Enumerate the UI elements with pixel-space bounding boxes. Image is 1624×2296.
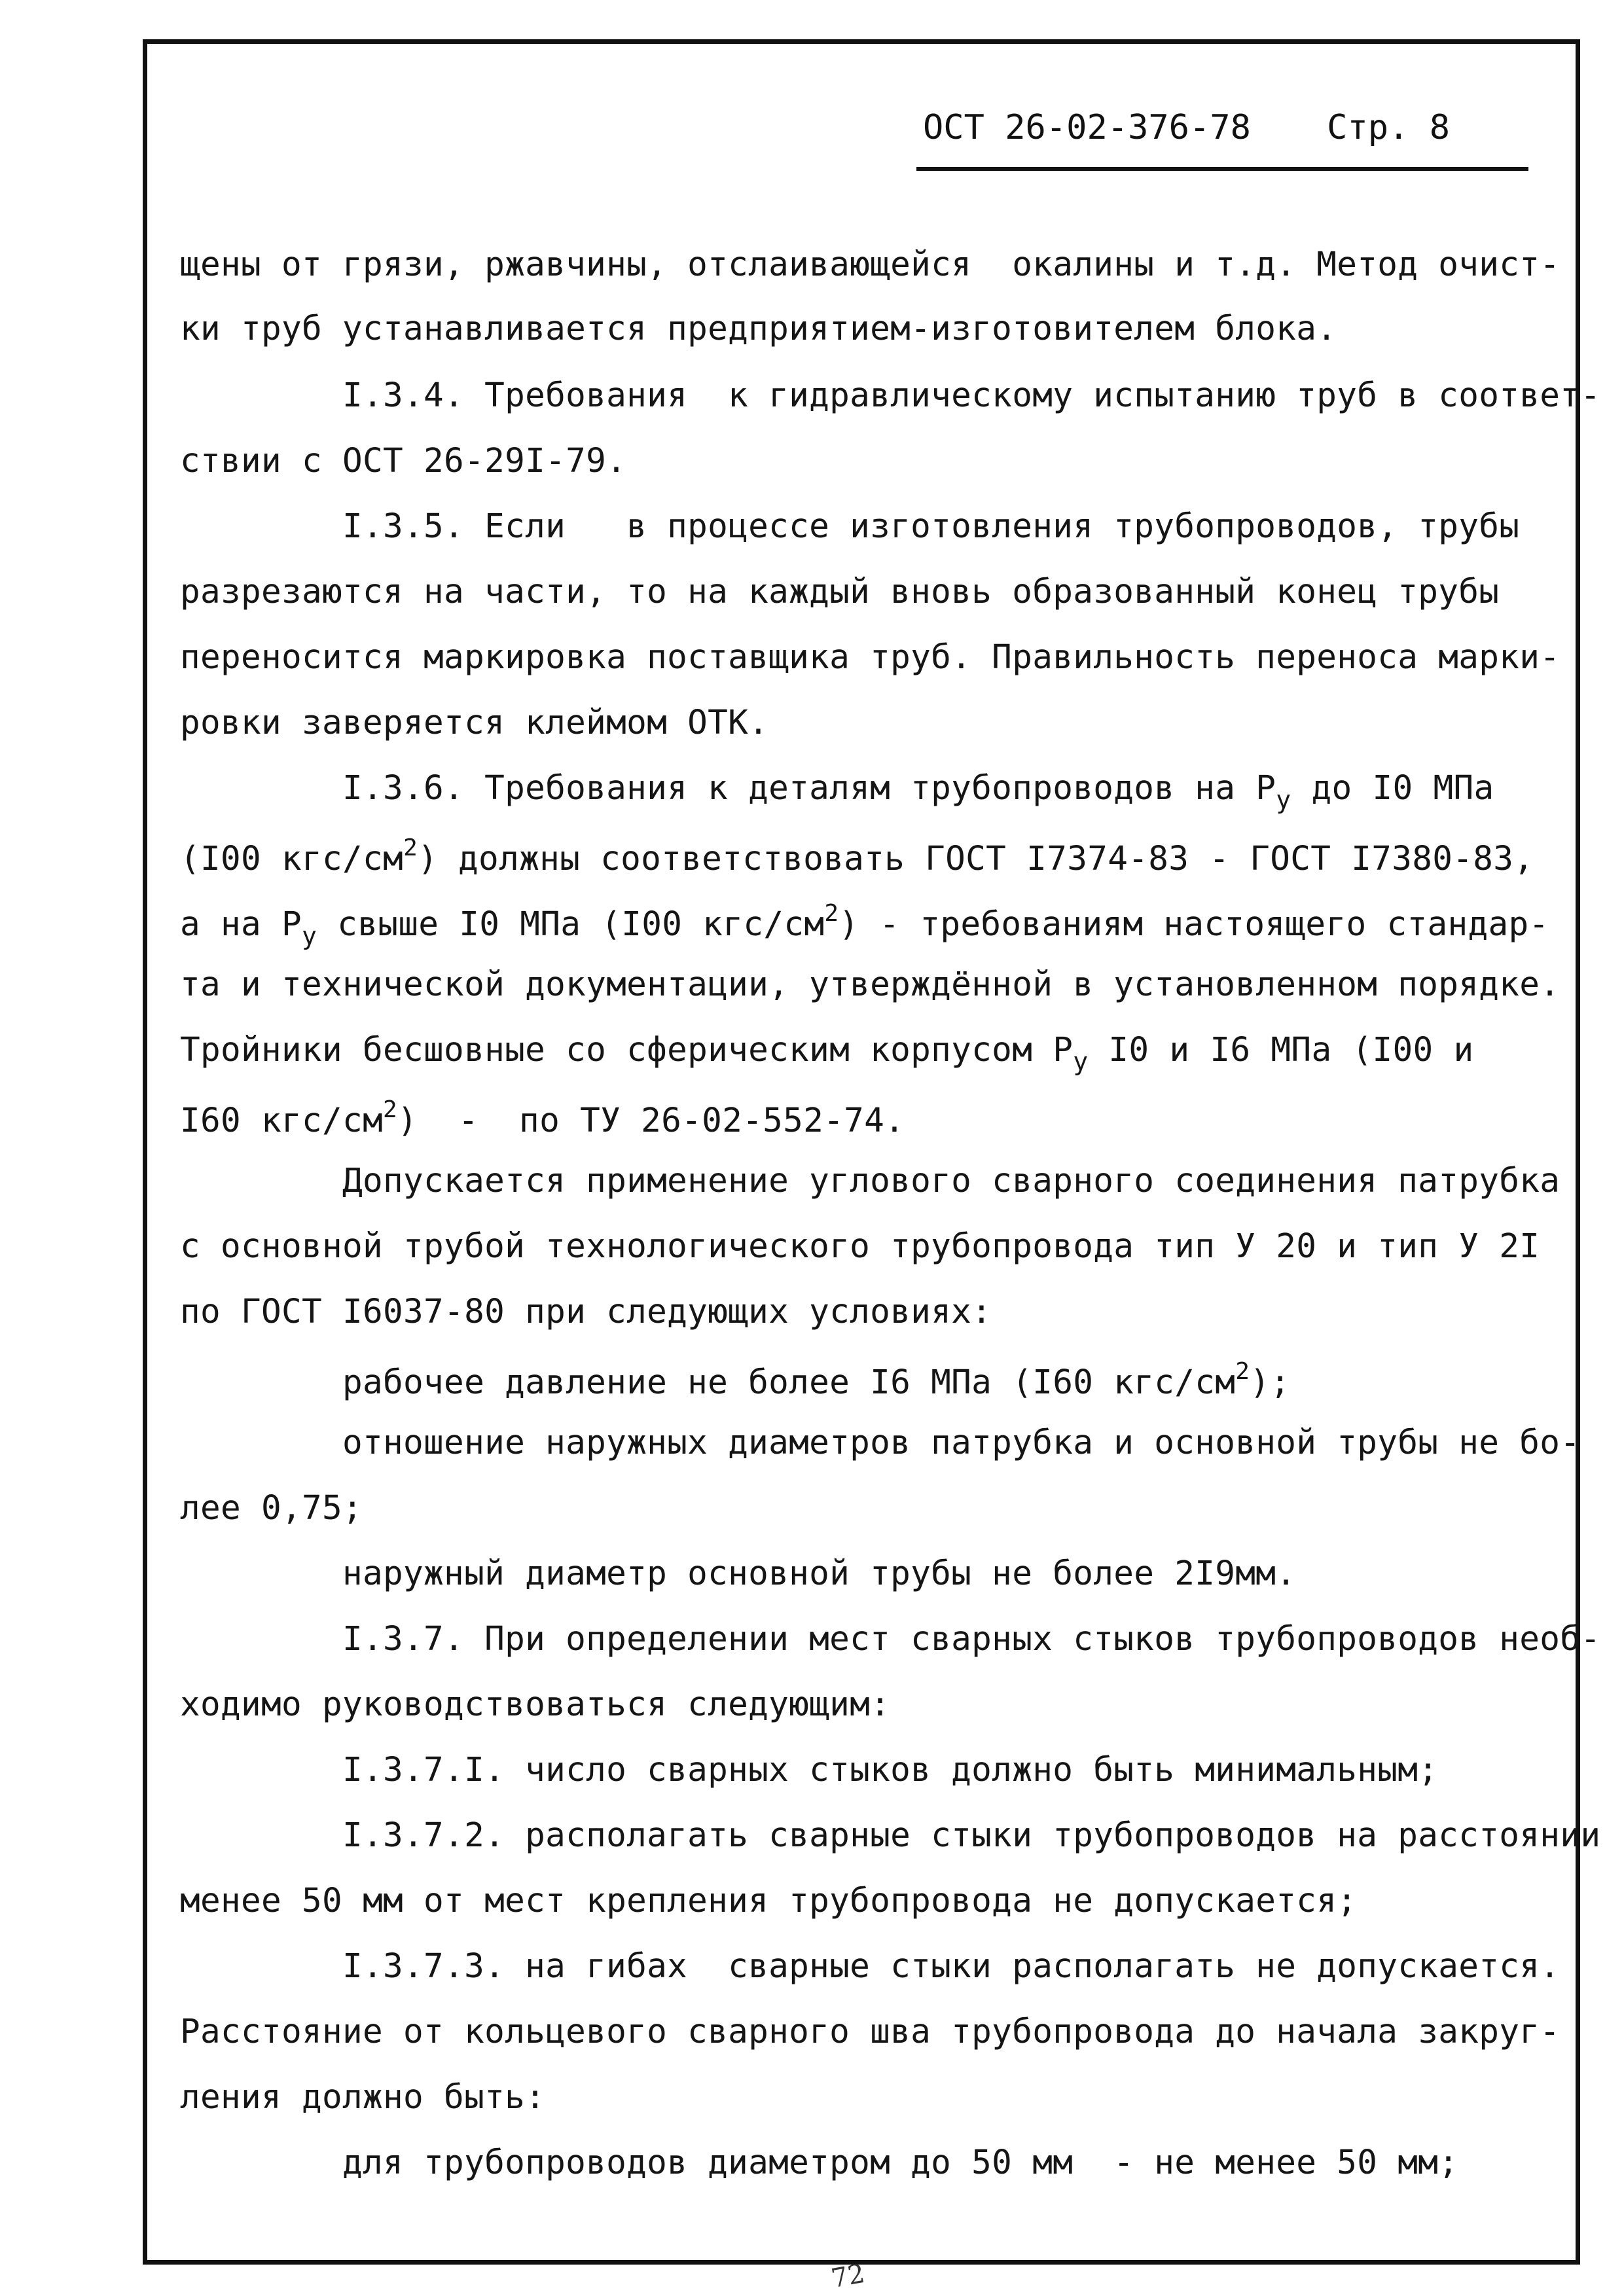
text-line: ки труб устанавливается предприятием-изготовителем блока. <box>180 310 1337 348</box>
text-line: менее 50 мм от мест крепления трубопровода не допускается; <box>180 1882 1358 1920</box>
text-line: Расстояние от кольцевого сварного шва трубопровода до начала закруг- <box>180 2013 1561 2051</box>
text-line: рабочее давление не более I6 МПа (I60 кгс/$см^2$); <box>180 1358 1291 1402</box>
page-number: Стр. 8 <box>1327 108 1450 147</box>
text-line: (I00 кгс/$см^2$) должны соответствовать ГОСТ I7374-83 - ГОСТ I7380-83, <box>180 834 1534 878</box>
text-line: I.3.6. Требования к деталям трубопроводов на $Р_у$ до I0 МПа <box>180 769 1494 814</box>
text-line: I.3.5. Если в процессе изготовления трубопроводов, трубы <box>180 507 1520 546</box>
document-code: ОСТ 26-02-376-78 <box>923 108 1251 147</box>
text-line: щены от грязи, ржавчины, отслаивающейся окалины и т.д. Метод очист- <box>180 245 1561 284</box>
text-line: Допускается применение углового сварного соединения патрубка <box>180 1162 1561 1200</box>
text-line: отношение наружных диаметров патрубка и основной трубы не бо- <box>180 1424 1581 1462</box>
text-line: ления должно быть: <box>180 2078 546 2117</box>
text-line: с основной трубой технологического трубопровода тип У 20 и тип У 2I <box>180 1227 1540 1266</box>
text-line: по ГОСТ I6037-80 при следующих условиях: <box>180 1293 992 1331</box>
text-line: а на $Р_у$ свыше I0 МПа (I00 кгс/$см^2$) - требованиям настоящего стандар- <box>180 900 1549 950</box>
text-line: разрезаются на части, то на каждый вновь образованный конец трубы <box>180 573 1500 611</box>
text-line: ходимо руководствоваться следующим: <box>180 1685 891 1724</box>
text-line: ствии с ОСТ 26-29I-79. <box>180 442 627 480</box>
text-line: наружный диаметр основной трубы не более 2I9мм. <box>180 1554 1297 1593</box>
text-line: I.3.7. При определении мест сварных стыков трубопроводов необ- <box>180 1620 1601 1659</box>
text-line: I60 кгс/$см^2$) - по ТУ 26-02-552-74. <box>180 1096 905 1140</box>
text-line: I.3.4. Требования к гидравлическому испытанию труб в соответ- <box>180 376 1601 415</box>
text-line: Тройники бесшовные со сферическим корпусом $Р_у$ I0 и I6 МПа (I00 и <box>180 1031 1474 1076</box>
text-line: ровки заверяется клеймом ОТК. <box>180 704 769 742</box>
text-line: I.3.7.3. на гибах сварные стыки располагать не допускается. <box>180 1947 1561 1986</box>
text-line: I.3.7.I. число сварных стыков должно быть минимальным; <box>180 1751 1439 1789</box>
handwritten-page-mark: 72 <box>829 2258 867 2295</box>
text-line: переносится маркировка поставщика труб. Правильность переноса марки- <box>180 638 1561 677</box>
text-line: та и технической документации, утверждённой в установленном порядке. <box>180 965 1561 1004</box>
text-line: лее 0,75; <box>180 1489 363 1528</box>
text-line: для трубопроводов диаметром до 50 мм - не менее 50 мм; <box>180 2144 1459 2182</box>
text-line: I.3.7.2. располагать сварные стыки трубопроводов на расстоянии <box>180 1816 1601 1855</box>
